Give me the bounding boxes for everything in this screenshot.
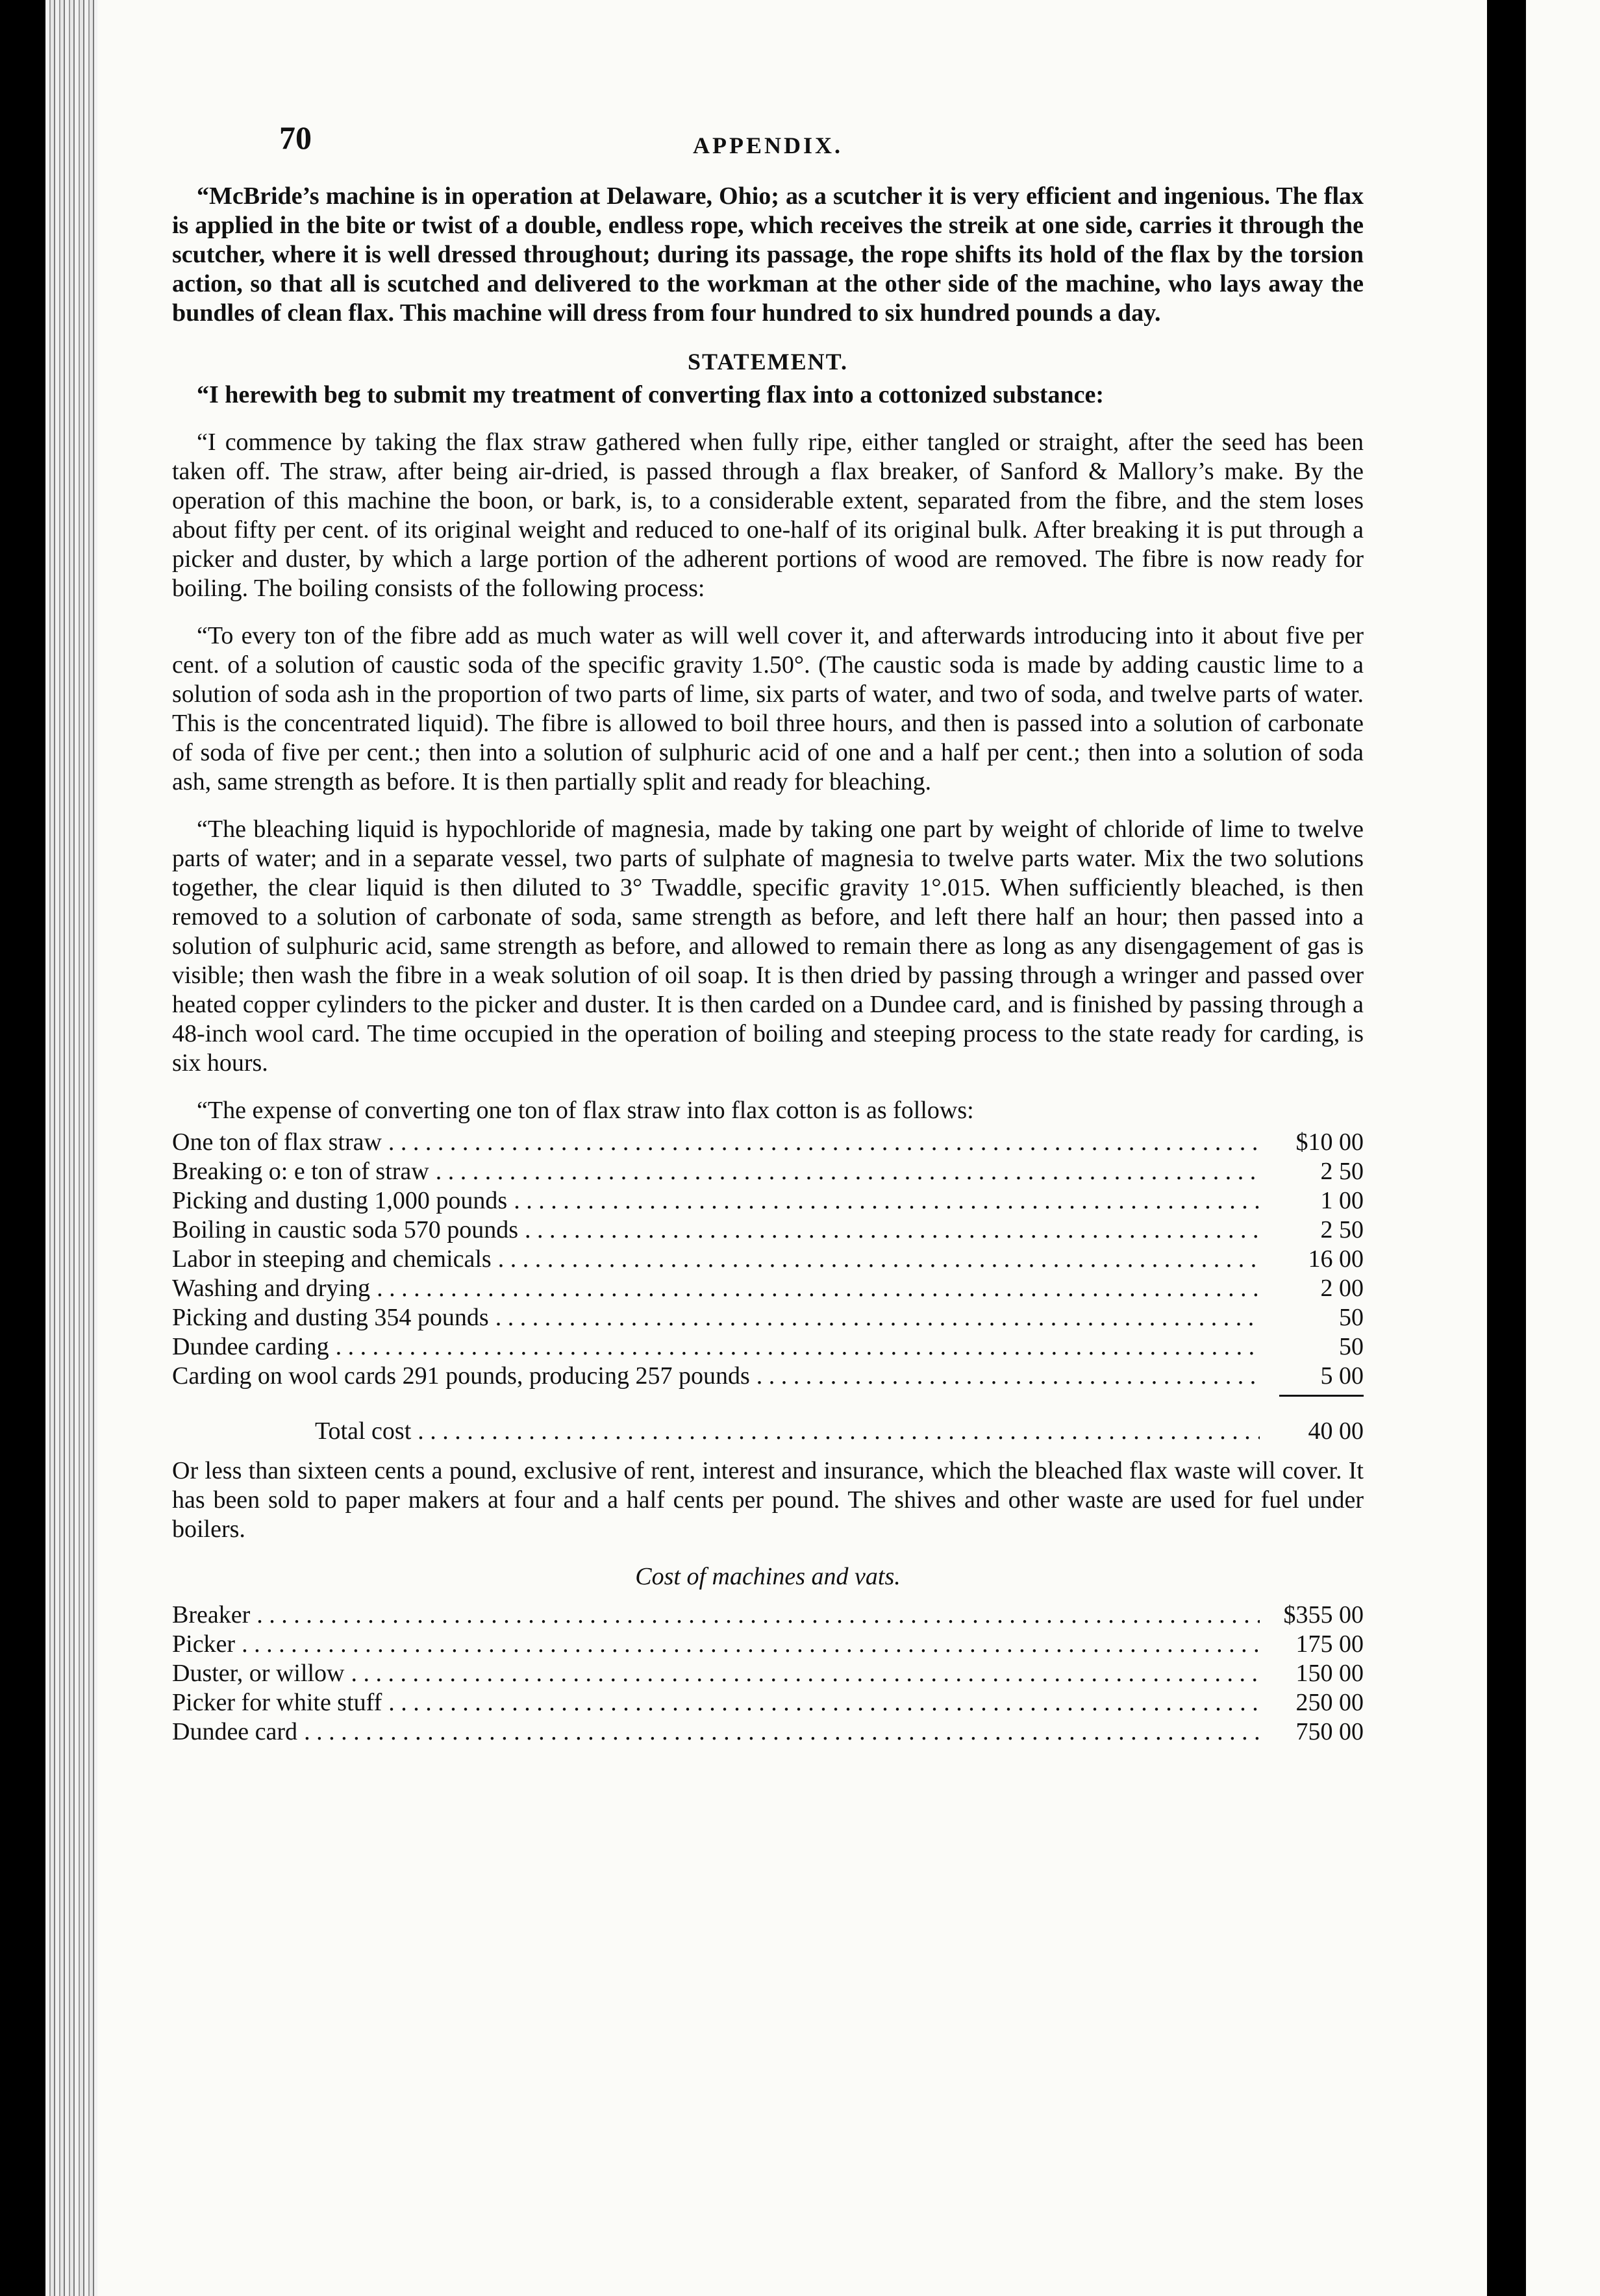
expense-amount: 5 00 xyxy=(1320,1362,1364,1390)
expense-label: Labor in steeping and chemicals xyxy=(172,1245,492,1273)
page-number: 70 xyxy=(279,119,312,156)
intro-paragraph: “I herewith beg to submit my treatment of converting flax into a cottonized substance: xyxy=(197,381,1105,408)
leader-dots xyxy=(351,1659,1260,1688)
leader-dots xyxy=(436,1157,1260,1186)
statement-heading: STATEMENT. xyxy=(687,349,849,375)
expense-amount: 16 00 xyxy=(1308,1245,1364,1273)
leader-dots xyxy=(498,1245,1260,1274)
total-row xyxy=(172,1417,1364,1446)
table-row xyxy=(172,1717,1364,1747)
leader-dots xyxy=(495,1303,1260,1332)
leader-dots xyxy=(388,1688,1260,1717)
expense-table xyxy=(172,1128,1364,1446)
machine-amount: 250 00 xyxy=(1295,1689,1364,1716)
table-row xyxy=(172,1332,1364,1362)
expense-label: Breaking o: e ton of straw xyxy=(172,1158,429,1185)
expense-amount: 2 50 xyxy=(1320,1158,1364,1185)
leader-dots xyxy=(514,1186,1260,1216)
leader-dots xyxy=(756,1362,1260,1391)
table-row xyxy=(172,1362,1364,1391)
table-row xyxy=(172,1659,1364,1688)
after-total-paragraph: Or less than sixteen cents a pound, exclusive of rent, interest and insurance, which the bleached flax waste will cover. It has been sold to paper makers at four and a half cents per pound. The shives and other waste are used for fuel under boilers. xyxy=(172,1457,1364,1543)
page-content xyxy=(172,119,1364,1757)
machines-heading: Cost of machines and vats. xyxy=(635,1563,901,1590)
machine-label: Breaker xyxy=(172,1601,251,1628)
book-page-edges xyxy=(45,0,104,2296)
leader-dots xyxy=(525,1216,1260,1245)
table-row xyxy=(172,1128,1364,1157)
table-row xyxy=(172,1186,1364,1216)
expense-amount: 50 xyxy=(1339,1304,1364,1331)
table-row xyxy=(172,1688,1364,1717)
mcbride-paragraph: “McBride’s machine is in operation at Delaware, Ohio; as a scutcher it is very efficient and ingenious. The flax is applied in the bite or twist of a double, endless rope, which receives the streik at one side, carries it through the scutcher, where it is well dressed throughout; during its passage, the rope shifts its hold of the flax by the torsion action, so that all is scutched and delivered to the workman at the other side of the machine, who lays away the bundles of clean flax. This machine will dress from four hundred to six hundred pounds a day. xyxy=(172,182,1364,327)
leader-dots xyxy=(242,1630,1260,1659)
expense-amount: 2 00 xyxy=(1320,1275,1364,1302)
expense-label: Boiling in caustic soda 570 pounds xyxy=(172,1216,519,1243)
table-row xyxy=(172,1303,1364,1332)
leader-dots xyxy=(418,1417,1260,1446)
machine-amount: $355 00 xyxy=(1283,1601,1364,1628)
machine-label: Picker xyxy=(172,1630,236,1658)
machine-label: Duster, or willow xyxy=(172,1660,345,1687)
sum-line xyxy=(1279,1395,1364,1400)
machine-amount: 175 00 xyxy=(1295,1630,1364,1658)
machine-amount: 750 00 xyxy=(1295,1718,1364,1745)
expense-label: Picking and dusting 1,000 pounds xyxy=(172,1187,508,1214)
running-head: APPENDIX. xyxy=(693,132,843,158)
expense-amount: 1 00 xyxy=(1320,1187,1364,1214)
expense-amount: 2 50 xyxy=(1320,1216,1364,1243)
table-row xyxy=(172,1274,1364,1303)
machine-label: Dundee card xyxy=(172,1718,298,1745)
total-label: Total cost xyxy=(315,1417,412,1445)
machines-table xyxy=(172,1601,1364,1747)
table-row xyxy=(172,1630,1364,1659)
machine-amount: 150 00 xyxy=(1295,1660,1364,1687)
table-row xyxy=(172,1601,1364,1630)
expense-amount: $10 00 xyxy=(1295,1129,1364,1156)
table-row xyxy=(172,1216,1364,1245)
expense-label: Picking and dusting 354 pounds xyxy=(172,1304,489,1331)
leader-dots xyxy=(256,1601,1260,1630)
ton-paragraph: “To every ton of the fibre add as much water as will well cover it, and afterwards introducing into it about five per cent. of a solution of caustic soda of the specific gravity 1.50°. (The caustic soda is made by adding caustic lime to a solution of soda ash in the proportion of two parts of lime, six parts of water, and two of soda, and twelve parts of water. This is the concentrated liquid). The fibre is allowed to boil three hours, and then is passed into a solution of carbonate of soda of five per cent.; then into a solution of sulphuric acid of one and a half per cent.; then into a solution of soda ash, same strength as before. It is then partially split and ready for bleaching. xyxy=(172,622,1364,795)
total-amount: 40 00 xyxy=(1308,1417,1364,1445)
bleaching-paragraph: “The bleaching liquid is hypochloride of magnesia, made by taking one part by weight of chloride of lime to twelve parts of water; and in a separate vessel, two parts of sulphate of magnesia to twelve parts water. Mix the two solutions together, the clear liquid is then diluted to 3° Twaddle, specific gravity 1°.015. When sufficiently bleached, is then removed to a solution of carbonate of soda, same strength as before, and left there half an hour; then passed into a solution of sulphuric acid, same strength as before, and allowed to remain there as long as any disengagement of gas is visible; then wash the fibre in a weak solution of oil soap. It is then dried by passing through a wringer and passed over heated copper cylinders to the picker and duster. It is then carded on a Dundee card, and is finished by passing through a 48-inch wool card. The time occupied in the operation of boiling and steeping process to the state ready for carding, is six hours. xyxy=(172,816,1364,1077)
expense-label: One ton of flax straw xyxy=(172,1129,382,1156)
expense-amount: 50 xyxy=(1339,1333,1364,1360)
table-row xyxy=(172,1157,1364,1186)
facing-page-edge xyxy=(1526,0,1600,2296)
expense-intro: “The expense of converting one ton of flax straw into flax cotton is as follows: xyxy=(197,1097,974,1124)
leader-dots xyxy=(388,1128,1260,1157)
table-row xyxy=(172,1245,1364,1274)
expense-label: Carding on wool cards 291 pounds, producing 257 pounds xyxy=(172,1362,750,1390)
leader-dots xyxy=(336,1332,1260,1362)
page-header xyxy=(172,119,1364,182)
expense-label: Washing and drying xyxy=(172,1275,371,1302)
expense-label: Dundee carding xyxy=(172,1333,329,1360)
leader-dots xyxy=(377,1274,1260,1303)
leader-dots xyxy=(304,1717,1260,1747)
machine-label: Picker for white stuff xyxy=(172,1689,382,1716)
sum-rule xyxy=(172,1391,1364,1400)
commence-paragraph: “I commence by taking the flax straw gathered when fully ripe, either tangled or straight, after the seed has been taken off. The straw, after being air-dried, is passed through a flax breaker, of Sanford & Mallory’s make. By the operation of this machine the boon, or bark, is, to a considerable extent, separated from the fibre, and the stem loses about fifty per cent. of its original weight and reduced to one-half of its original bulk. After breaking it is put through a picker and duster, by which a large portion of the adherent portions of wood are removed. The fibre is now ready for boiling. The boiling consists of the following process: xyxy=(172,429,1364,602)
